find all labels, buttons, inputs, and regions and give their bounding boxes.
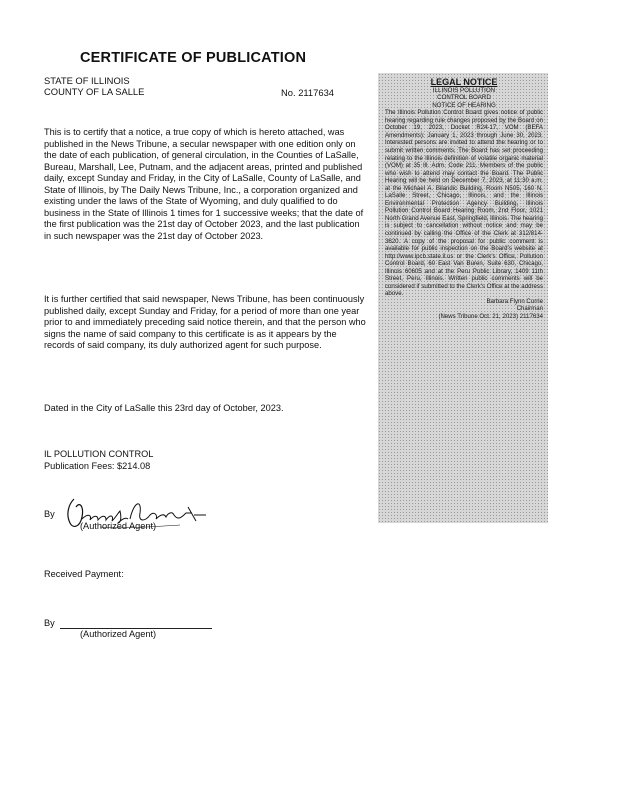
clipping-board-line2: CONTROL BOARD xyxy=(437,94,491,102)
client-name: IL POLLUTION CONTROL xyxy=(44,449,154,459)
state-line: STATE OF ILLINOIS xyxy=(44,75,130,86)
page-title: CERTIFICATE OF PUBLICATION xyxy=(80,50,307,66)
clipping-signer: Barbara Flynn Currie xyxy=(486,297,543,305)
continuity-paragraph: It is further certified that said newspaper, News Tribune, has been continuously published daily, except Sunday and Friday, for a period of more than one year prior to and immediately preceding said notice therein, and that the person who signs the name of said company to this certificate is as it appears by the records of said company, its duly authorized agent for such purpose. xyxy=(44,294,366,350)
signature-authorized-agent: (Authorized Agent) xyxy=(80,521,157,531)
payment-by-label: By xyxy=(44,618,55,628)
payment-authorized-agent: (Authorized Agent) xyxy=(80,629,157,639)
clipping-subject: NOTICE OF HEARING xyxy=(432,101,496,109)
newspaper-clipping xyxy=(378,73,548,523)
dated-line: Dated in the City of LaSalle this 23rd day of October, 2023. xyxy=(44,403,284,413)
venue-block xyxy=(44,75,144,97)
clipping-body: The Illinois Pollution Control Board gives notice of public hearing regarding rule changes proposed by the Board on October 19, 2023, Docket R24-17, VOM (BEFA Amendments): January 1, 2023 through June 30, 2023. Interested persons are invited to attend the hearing or to submit written comments. The Board has set proceeding relating to the Illinois definition of volatile organic material (VOM) at 35 Ill. Adm. Code 211. Members of the public who wish to attend may contact the Board. The Public Hearing will be held on December 7, 2023, at 11:30 a.m. at the Michael A. Bilandic Building, Room N505, 160 N. LaSalle Street, Chicago, Illinois, and the Illinois Environmental Protection Agency Building, Illinois Pollution Control Board Hearing Room, 2nd Floor, 1021 North Grand Avenue East, Springfield, Illinois. The hearing is subject to cancellation without notice and may be continued by calling the Office of the Clerk at 312/814-3620. A copy of the proposal for public comment is available for public inspection on the Board's website at http://www.ipcb.state.il.us or the Clerk's Office, Pollution Control Board, 60 East Van Buren, Suite 630, Chicago, Illinois 60605 and at the Peru Public Library, 1409 11th Street, Peru, Illinois. Written public comments will be considered if submitted to the Clerk's Office at the address above. xyxy=(385,109,543,298)
received-payment-label: Received Payment: xyxy=(44,569,124,579)
clipping-heading: LEGAL NOTICE xyxy=(430,77,498,87)
clipping-board-line1: ILLINOIS POLLUTION xyxy=(432,87,496,94)
publication-fees: Publication Fees: $214.08 xyxy=(44,460,151,471)
signature-by-label: By xyxy=(44,509,55,519)
clipping-signer-title: Chairman xyxy=(516,305,543,313)
client-block xyxy=(44,449,153,472)
county-line: COUNTY OF LA SALLE xyxy=(44,86,145,97)
clipping-footer: (News Tribune Oct. 21, 2023) 2117634 xyxy=(438,312,543,320)
certificate-number: No. 2117634 xyxy=(281,87,334,98)
certification-paragraph: This is to certify that a notice, a true copy of which is hereto attached, was published in the News Tribune, a secular newspaper with one edition only on the date of each publication, of general circulation, in the Counties of LaSalle, Bureau, Marshall, Lee, Putnam, and the adjacent areas, printed and published daily, except Sunday and Friday, in the City of LaSalle, County of LaSalle, and State of Illinois, by The Daily News Tribune, Inc., a corporation organized and existing under the laws of the State of Wyoming, and duly qualified to do business in the State of Illinois 1 times for 1 successive weeks; that the date of the first publication was the 21st day of October 2023, and the last publication in such newspaper was the 21st day of October 2023. xyxy=(44,127,364,241)
